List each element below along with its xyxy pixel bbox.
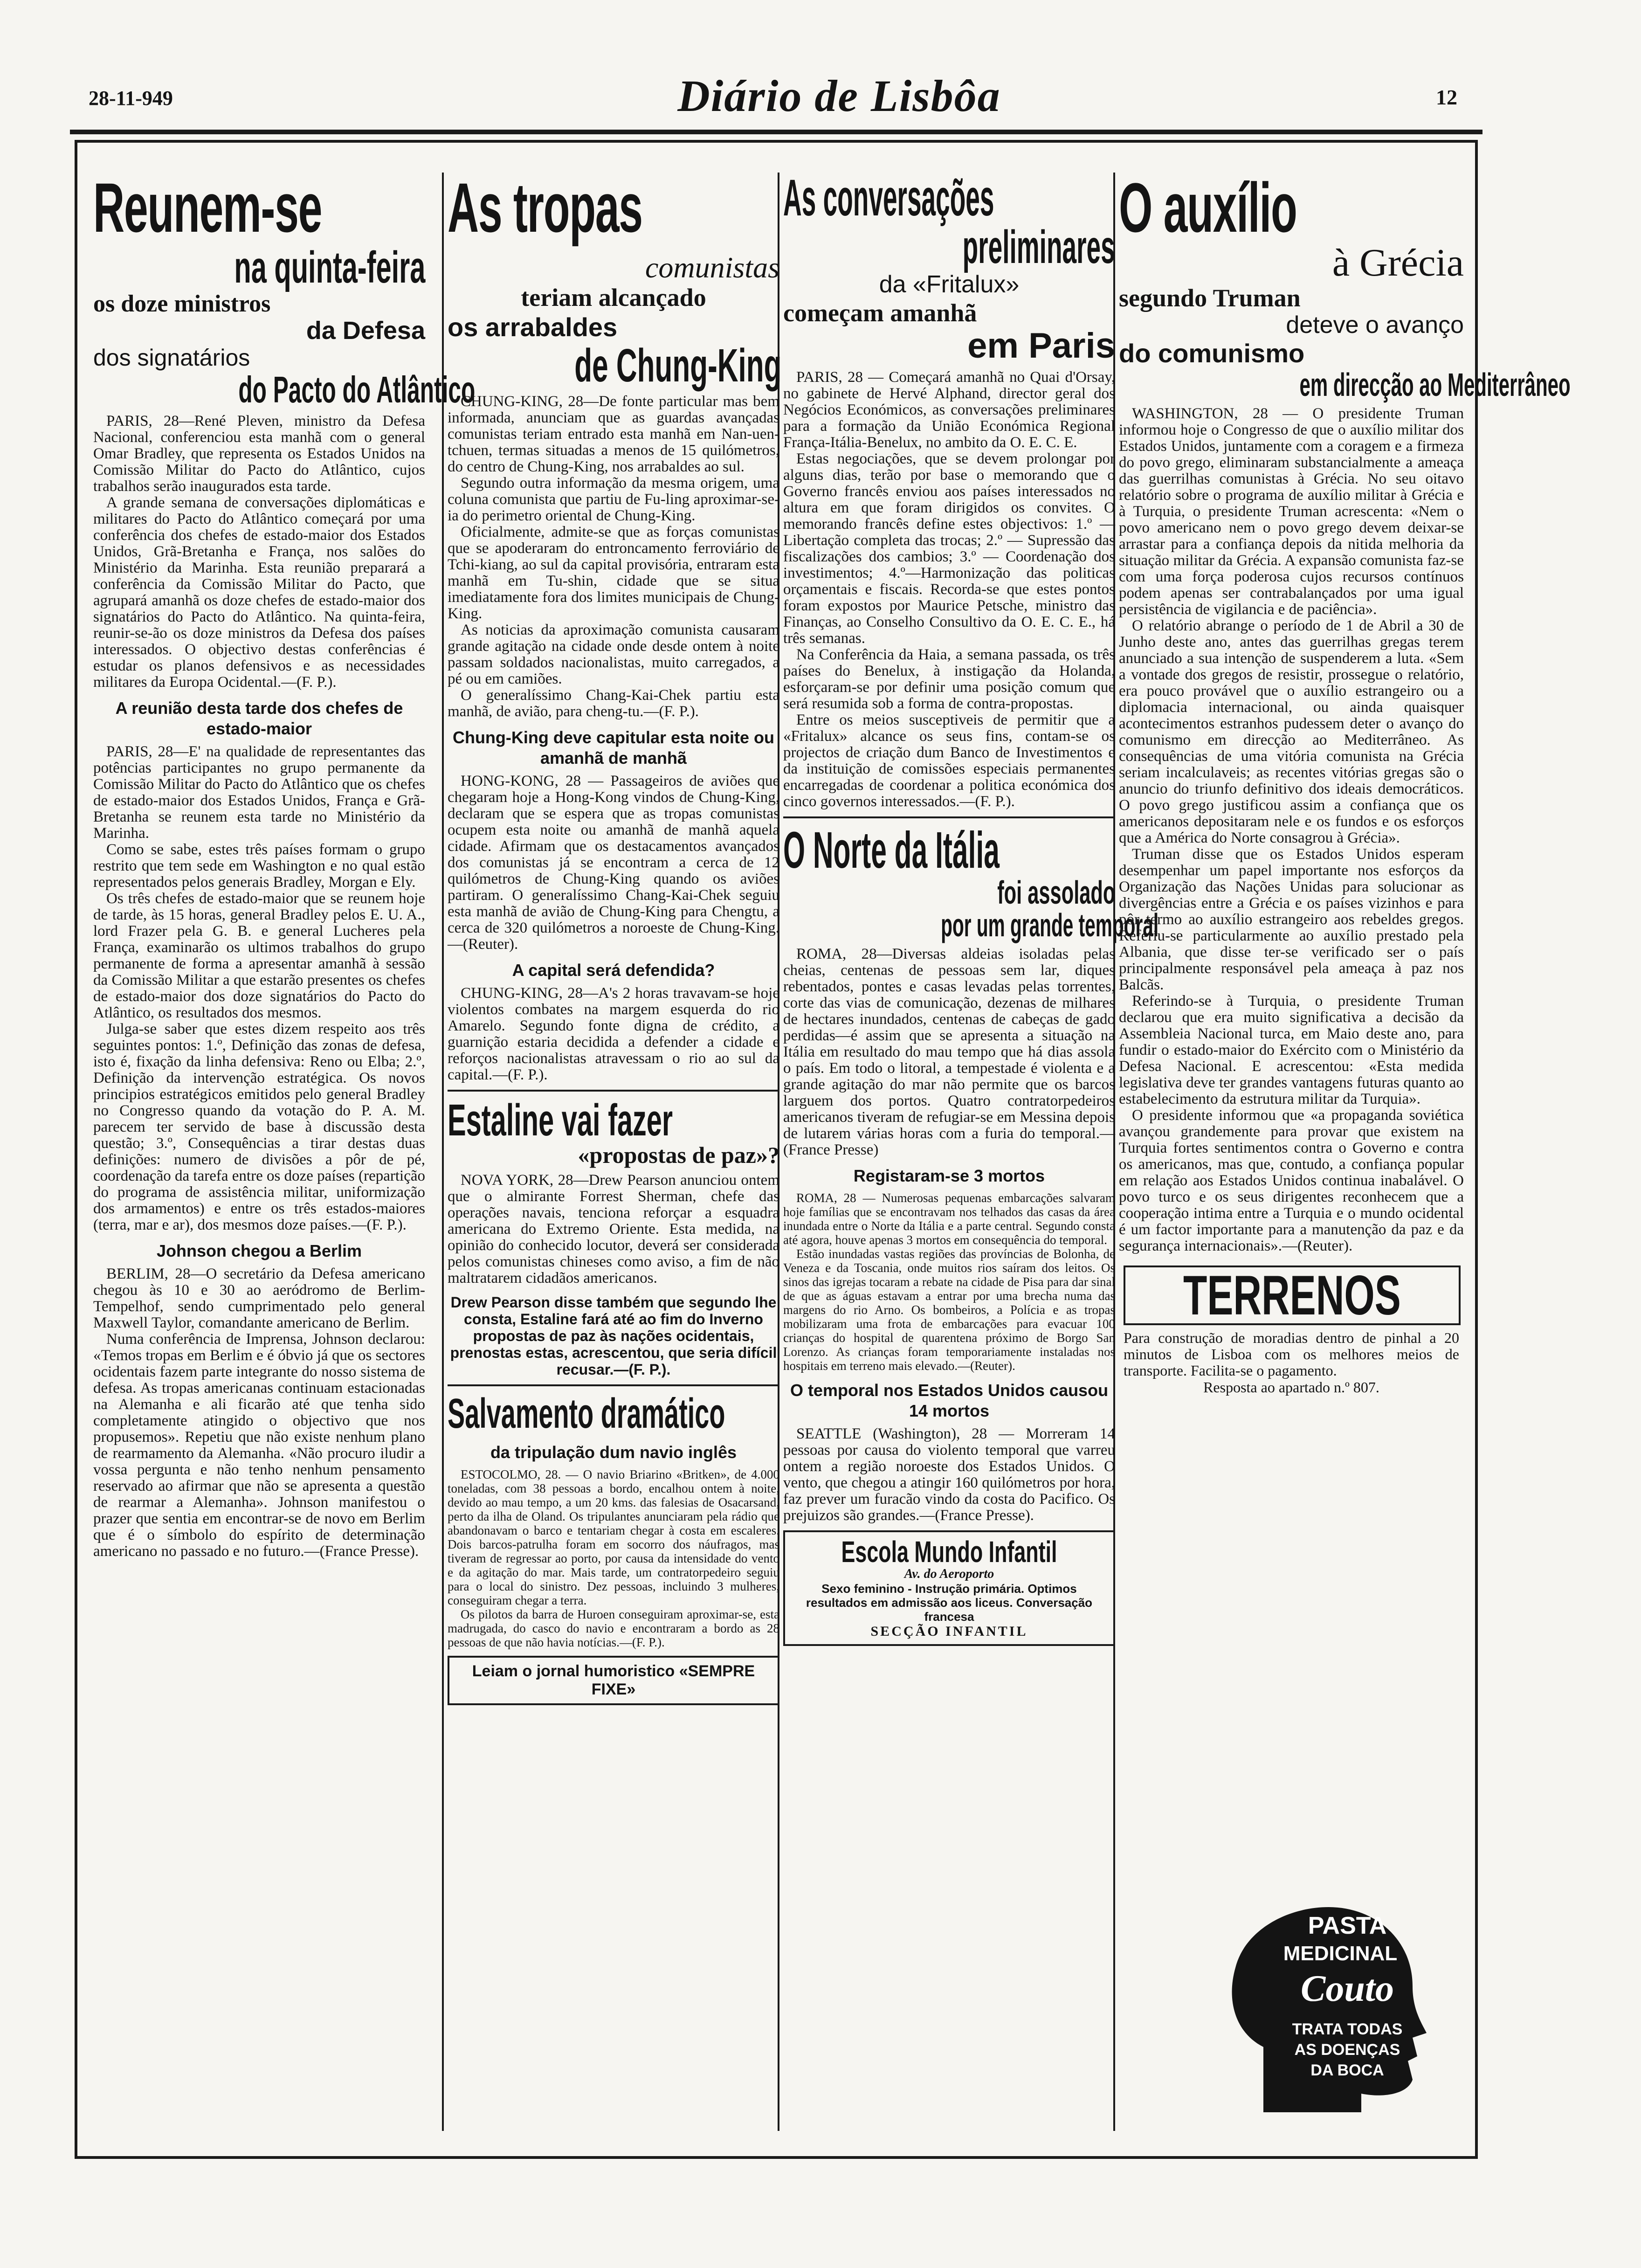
paragraph: NOVA YORK, 28—Drew Pearson anunciou ontem que o almirante Forrest Sherman, chefe das operações navais, tenciona reforçar a esquadra americana do Extremo Oriente. Esta medida, na opinião do conhecido locutor, deverá ser considerada pelos comunistas chineses como aviso, a fim de não maltratarem cidadãos americanos. — [448, 1171, 779, 1286]
paragraph: ROMA, 28 — Numerosas pequenas embarcações salvaram hoje famílias que se encontravam nos telhados das casas da área inundada entre o Norte da Itália e a parte central. Segundo consta até agora, houve apenas 3 mortos em consequência do temporal. — [783, 1190, 1115, 1247]
headline-arrabaldes: os arrabaldes — [448, 312, 618, 342]
headline-assolado: foi assolado — [997, 874, 1115, 911]
paragraph: Estão inundadas vastas regiões das províncias de Bolonha, de Veneza e da Toscania, onde muitos rios saíram dos leitos. Os sinos das igrejas tocaram a rebate na cidade de Pisa para dar sinal de que as águas estavam a entrar por uma brecha numa das margens do rio Arno. Os bombeiros, a Polícia e as tropas mobilizaram uma frota de embarcações para evacuar 100 crianças do hospital de quarentena próximo de Borgo San Lorenzo. As crianças foram temporariamente instaladas nos hospitais em terreno mais elevado.—(Reuter). — [783, 1246, 1115, 1373]
ad-sempre-fixe: Leiam o jornal humoristico «SEMPRE FIXE» — [448, 1656, 779, 1705]
article-auxilio-grecia — [1119, 168, 1571, 1401]
paragraph: O relatório abrange o período de 1 de Abril a 30 de Junho deste ano, antes das guerrilhas gregas terem anunciado a sua intenção de suspenderem a luta. «Sem a vontade dos gregos de resistir, prossegue o relatório, era pouco provável que o auxílio estrangeiro ou a diplomacia internacional, ou ainda quaisquer acontecimentos estranhos pudessem deter o avanço do comunismo em direcção ao Mediterrâneo. As consequências de uma vitória comunista na Grécia seriam incalculaveis; as recentes vitórias gregas são o anuncio do triunfo definitivo dos ideais democráticos. O povo grego justificou assim a confiança que os americanos depositaram nele e os fundos e os esforços que a América do Norte consagrou à Grécia». — [1119, 617, 1464, 846]
masthead-rule — [70, 130, 1482, 134]
paragraph: HONG-KONG, 28 — Passageiros de aviões que chegaram hoje a Hong-Kong vindos de Chung-King, declaram que se espera que as tropas comunistas ocupem esta noite ou amanhã de manhã aquela cidade. Afirmam que os destacamentos avançados dos comunistas já se encontram a cerca de 12 quilómetros de Chung-King quando os aviões partiram. O generalíssimo Chang-Kai-Chek seguiu esta manhã de avião de Chung-King para Chengtu, a cerca de 320 quilómetros a noroeste de Chung-King.—(Reuter). — [448, 773, 779, 953]
headline-defesa: da Defesa — [306, 317, 425, 345]
paragraph: SEATTLE (Washington), 28 — Morreram 14 pessoas por causa do violento temporal que varreu ontem a região noroeste dos Estados Unidos. O vento, que chegou a atingir 160 quilómetros por hora, faz prever um furacão vindo da costa do Pacifico. Os prejuizos são grandes.—(France Presse). — [783, 1425, 1115, 1524]
subheading: Drew Pearson disse também que segundo lhe consta, Estaline fará até ao fim do Inverno propostas de paz às nações ocidentais, prenostas estas, acrescentou, que seria difícil recusar.—(F. P.). — [450, 1293, 777, 1378]
headline-reunem: Reunem-se — [93, 168, 322, 247]
subheading: Johnson chegou a Berlim — [156, 1241, 362, 1260]
issue-date: 28-11-949 — [89, 87, 173, 110]
ad-body: Sexo feminino - Instrução primária. Optimos resultados em admissão aos liceus. Conversação francesa — [806, 1581, 1093, 1624]
article-fritalux — [783, 169, 1159, 1646]
paragraph: Entre os meios susceptiveis de permitir que a «Fritalux» alcance os seus fins, contam-se os projectos de criação dum Banco de Investimentos e da instituição de comissões especiais permanentes encarregadas de coordenar a politica económica dos cinco governos interessados.—(F. P.). — [783, 711, 1115, 810]
headline-comunistas: comunistas — [645, 251, 779, 284]
page-number: 12 — [1436, 85, 1457, 109]
paragraph: Os três chefes de estado-maior que se reunem hoje de tarde, às 15 horas, general Bradley pelos E. U. A., lord Frazer pela G. B. e general Lucheres pela França, examinarão os ultimos trabalhos do grupo permanente de forma a apresentar amanhã à sessão da Comissão Militar a que estarão presentes os chefes de estado-maior dos doze signatários do Pacto do Atlântico, os resultados dos mesmos. — [93, 890, 425, 1021]
headline-alcancado: teriam alcançado — [521, 284, 706, 312]
pasta-brand: Couto — [1300, 1968, 1394, 2009]
headline-comunismo: do comunismo — [1119, 338, 1305, 368]
subheading: A reunião desta tarde dos chefes de estado-maior — [115, 698, 403, 738]
subheading: da tripulação dum navio inglês — [490, 1442, 737, 1462]
pasta-line-1: PASTA — [1308, 1912, 1387, 1939]
subheading: O temporal nos Estados Unidos causou 14 mortos — [790, 1380, 1109, 1420]
headline-fritalux: da «Fritalux» — [879, 271, 1020, 298]
headline-grecia: à Grécia — [1332, 241, 1464, 284]
paragraph: PARIS, 28 — Começará amanhã no Quai d'Orsay, no gabinete de Hervé Alphand, director geral dos Negócios Económicos, as conversações preliminares para a formação da União Económica Regional França-Itália-Benelux, no ambito da O. E. C. E. — [783, 368, 1115, 451]
headline-norte-italia: O Norte da Itália — [783, 821, 1000, 879]
headline-salvamento: Salvamento dramático — [448, 1390, 725, 1437]
paragraph: Truman disse que os Estados Unidos esperam desempenhar um papel importante nos esforços da Organização das Nações Unidas para solucionar as divergências entre a Grécia e os países vizinhos e para pôr termo ao auxílio estrangeiro aos rebeldes gregos. Referiu-se particularmente ao auxílio prestado pela Albania, que disse ter-se verificado ser o país principalmente responsável pela ameaça à paz nos Balcãs. — [1119, 845, 1464, 993]
paragraph: PARIS, 28—E' na qualidade de representantes das potências participantes no grupo permanente da Comissão Militar do Pacto do Atlântico que os chefes de estado-maior dos Estados Unidos, França e Grã-Bretanha se reunem esta tarde no Ministério da Marinha. — [93, 743, 425, 842]
paragraph: Como se sabe, estes três países formam o grupo restrito que tem sede em Washington e no qual estão representados pelos generais Bradley, Morgan e Ely. — [93, 841, 425, 891]
headline-conversacoes: As conversações — [783, 169, 994, 227]
headline-temporal: por um grande temporal — [941, 906, 1159, 943]
newspaper-title: Diário de Lisbôa — [677, 71, 1001, 121]
paragraph: Os pilotos da barra de Huroen conseguiram aproximar-se, esta madrugada, do casco do navio e encontraram a bordo as 28 pessoas de que não havia notícias.—(F. P.). — [448, 1607, 779, 1649]
headline-pacto: do Pacto do Atlântico — [238, 368, 476, 410]
paragraph: A grande semana de conversações diplomáticas e militares do Pacto do Atlântico começará por uma conferência dos chefes de estado-maior dos Estados Unidos, Grã-Bretanha e França, nos salões do Ministério da Marinha. Esta reunião preparará a conferência da Comissão Militar do Pacto, que agrupará amanhã os doze chefes de estado-maior dos signatários do Pacto do Atlântico. Na quinta-feira, reunir-se-ão os doze ministros da Defesa dos países interessados. O objectivo destas conferências é estudar os planos defensivos e as necessidades militares da Europa Ocidental.—(F. P.). — [93, 494, 425, 691]
paragraph: BERLIM, 28—O secretário da Defesa americano chegou às 10 e 30 ao aeródromo de Berlim-Tempelhof, sendo cumprimentado pelo general Maxwell Taylor, comandante americano de Berlim. — [93, 1265, 425, 1331]
subheading: Registaram-se 3 mortos — [853, 1166, 1045, 1185]
subheading: Chung-King deve capitular esta noite ou amanhã de manhã — [452, 728, 775, 768]
paragraph: Referindo-se à Turquia, o presidente Truman declarou que era muito significativa a decisão da Assembleia Nacional turca, em Maio deste ano, para fundir o estado-maior do Exército com o Ministério da Defesa Nacional. E acrescentou: «Esta medida legislativa deve ter grandes vantagens futuras quanto ao estabelecimento da estrutura militar da Turquia». — [1119, 992, 1464, 1107]
paragraph: Estas negociações, que se devem prolongar por alguns dias, terão por base o memorando que o Governo francês enviou aos países interessados no altura em que foram dirigidos os convites. O memorando francês define estes objectivos: 1.º — Libertação completa das trocas; 2.º — Supressão das fiscalizações dos cambios; 3.º — Coordenação dos investimentos; 4.º—Harmonização das politicas orçamentais e fiscais. Recorda-se que estes pontos foram expostos por Maurice Petsche, ministro das Finanças, ao Conselho Consultivo da O. E. C. E., há três semanas. — [783, 450, 1115, 647]
headline-signatarios: dos signatários — [93, 344, 250, 371]
ad-escola-mundo-infantil — [783, 1530, 1115, 1646]
headline-estaline: Estaline vai fazer — [448, 1095, 673, 1146]
ad-pasta-couto — [1207, 1893, 1441, 2126]
headline-mediterraneo: em direcção ao Mediterrâneo — [1299, 366, 1571, 403]
column-rule — [442, 173, 444, 2131]
divider — [448, 1384, 779, 1386]
ad-body: Para construção de moradias dentro de pinhal a 20 minutos de Lisboa com os melhores meios de transporte. Facilita-se o pagamento. — [1124, 1329, 1459, 1379]
paragraph: O generalíssimo Chang-Kai-Chek partiu esta manhã, de avião, para cheng-tu.—(F. P.). — [448, 687, 779, 720]
headline-deteve: deteve o avanço — [1286, 311, 1464, 339]
headline-quinta: na quinta-feira — [234, 242, 425, 292]
headline-preliminares: preliminares — [962, 221, 1115, 273]
paragraph: PARIS, 28—René Pleven, ministro da Defesa Nacional, conferenciou esta manhã com o general Omar Bradley, que representa os Estados Unidos na Comissão Militar do Pacto do Atlântico, cujos trabalhos serão inaugurados esta tarde. — [93, 412, 425, 495]
paragraph: Oficialmente, admite-se que as forças comunistas que se apoderaram do entroncamento ferroviário de Tchi-kiang, ao sul da capital provisória, entraram esta manhã em Tu-shin, cidade que se situa imediatamente fora dos limites municipais de Chung-King. — [448, 524, 779, 622]
paragraph: O presidente informou que «a propaganda soviética avançou grandemente para provar que existem na Turquia fortes sentimentos contra o Governo e contra os americanos, mas que, contudo, a confiança popular em relação aos Estados Unidos continua inabalável. O povo turco e os seus dirigentes reconhecem que a cooperação intima entre a Turquia e o mundo ocidental é um factor importante para a manutenção da paz e da segurança internacionais».—(Reuter). — [1119, 1106, 1464, 1254]
paragraph: CHUNG-KING, 28—De fonte particular mas bem informada, anunciam que as guardas avançadas comunistas teriam entrado esta manhã em Nan-uen-tchuen, termas situadas a menos de 15 quilómetros, do centro de Chung-King, nos arrabaldes ao sul. — [448, 393, 779, 476]
headline-truman: segundo Truman — [1119, 284, 1301, 312]
ad-terrenos — [1119, 1261, 1464, 1401]
pasta-line-4: TRATA TODAS AS DOENÇAS DA BOCA — [1292, 2020, 1403, 2079]
paragraph: As noticias da aproximação comunista causaram grande agitação na cidade onde desde ontem à noite passam soldados nacionalistas, muito carregados, a pé ou em camiões. — [448, 622, 779, 688]
paragraph: WASHINGTON, 28 — O presidente Truman informou hoje o Congresso de que o auxílio militar dos Estados Unidos, juntamente com a coragem e a firmeza do povo grego, eliminaram substancialmente a ameaça das guerrilhas comunistas à Grécia. No seu oitavo relatório sobre o programa de auxílio militar à Grécia e à Turquia, o presidente Truman acrescenta: «Nem o povo americano nem o povo grego devem deixar-se arrastar para a confiança depois da nitida melhoria da situação militar da Grécia. A expansão comunista faz-se com uma força poderosa cujos recursos contínuos podem apenas ser contrabalançados por uma igual persistência de vigilancia e de paciência». — [1119, 405, 1464, 618]
headline-paris: em Paris — [967, 326, 1115, 366]
ad-title: TERRENOS — [1183, 1264, 1401, 1327]
paragraph: Na Conferência da Haia, a semana passada, os três países do Benelux, à instigação da Holanda, esforçaram-se por definir uma posição comum que será resumida sob a forma de contra-propostas. — [783, 646, 1115, 712]
headline-ministros: os doze ministros — [93, 290, 271, 317]
article-pacto-atlantico — [93, 168, 476, 1560]
paragraph: ESTOCOLMO, 28. — O navio Briarino «Britken», de 4.000 toneladas, com 38 pessoas a bordo, encalhou ontem à noite, devido ao mau tempo, a um 20 kms. das falesias de Osacarsand, perto da ilha de Oland. Os tripulantes anunciaram pela rádio que abandonavam o barco e tentariam chegar à costa em escaleres. Dois barcos-patrulha foram em socorro dos náufragos, mas tiveram de regressar ao porto, por causa da intensidade do vento e da agitação do mar. Mais tarde, um contratorpedeiro seguiu para o local do sinistro. Dez pessoas, incluindo 3 mulheres, conseguiram chegar a terra. — [448, 1467, 779, 1607]
paragraph: Segundo outra informação da mesma origem, uma coluna comunista que partiu de Fu-ling aproximar-se-ia do perimetro oriental de Chung-King. — [448, 475, 779, 525]
ad-title: Escola Mundo Infantil — [841, 1535, 1057, 1569]
divider — [783, 816, 1115, 818]
headline-auxilio: O auxílio — [1119, 168, 1297, 247]
paragraph: Numa conferência de Imprensa, Johnson declarou: «Temos tropas em Berlim e é óbvio já que os sectores ocidentais fazem parte integrante do nosso sistema de defesa. As tropas americanas continuam estacionadas na Alemanha e ali ficarão até que tenha sido completamente atingido o objectivo que nos propusemos». Repetiu que não existe nenhum plano de rearmamento da Alemanha. «Não procuro iludir a vossa pergunta e não tenho nenhum pensamento reservado ao afirmar que não se apresenta a questão de rearmar a Alemanha». Johnson manifestou o prazer que sentia em encontrar-se de novo em Berlim que é o símbolo do espírito de determinação americano no passado e no futuro.—(France Presse). — [93, 1330, 425, 1560]
headline-chung-king: de Chung-King — [574, 339, 782, 392]
headline-comecam: começam amanhã — [783, 299, 977, 327]
headline-tropas: As tropas — [448, 168, 642, 247]
paragraph: CHUNG-KING, 28—A's 2 horas travavam-se hoje violentos combates na margem esquerda do rio Amarelo. Segundo fonte digna de crédito, a guarnição estaria decidida a defender a cidade e reforços nacionalistas atravessam o rio ao sul da capital.—(F. P.). — [448, 985, 779, 1084]
paragraph: Julga-se saber que estes dizem respeito aos três seguintes pontos: 1.º, Definição das zonas de defesa, isto é, fixação da linha defensiva: Reno ou Elba; 2.º, Definição da intervenção estratégica. Os novos principios estratégicos emitidos pelo general Bradley no Congresso quando da votação do P. A. M. parecem ter servido de base à discussão desta questão; 3.º, Consequências a tirar destas duas definições: numero de divisões a pôr de pé, coordenação da tarefa entre os doze países (repartição do programa de assistência militar, uniformização dos armamentos) e entre os três estados-maiores (terra, mar e ar), dos mesmos doze países.—(F. P.). — [93, 1020, 425, 1233]
article-chung-king — [448, 168, 782, 1705]
paragraph: ROMA, 28—Diversas aldeias isoladas pelas cheias, centenas de pessoas sem lar, diques rebentados, pontes e casas levadas pelas torrentes, corte das vias de comunicação, dezenas de milhares de hectares inundados, centenas de cabeças de gado perdidas—é assim que se apresenta a situação na Itália em resultado do mau tempo que há dias assola o país. Em todo o litoral, a tempestade é violenta e a grande agitação do mar não permite que os barcos larguem dos portos. Quatro contratorpedeiros americanos tiveram de refugiar-se em Messina depois de lutarem várias horas com a furia do temporal.—(France Presse) — [783, 945, 1115, 1158]
ad-footer: Resposta ao apartado n.º 807. — [1203, 1378, 1379, 1396]
pasta-line-2: MEDICINAL — [1283, 1942, 1398, 1965]
subheading: A capital será defendida? — [512, 961, 715, 980]
ad-address: Av. do Aeroporto — [904, 1566, 994, 1581]
divider — [448, 1090, 779, 1092]
headline-propostas: «propostas de paz»? — [578, 1142, 779, 1169]
ad-footer: SECÇÃO INFANTIL — [870, 1623, 1028, 1639]
